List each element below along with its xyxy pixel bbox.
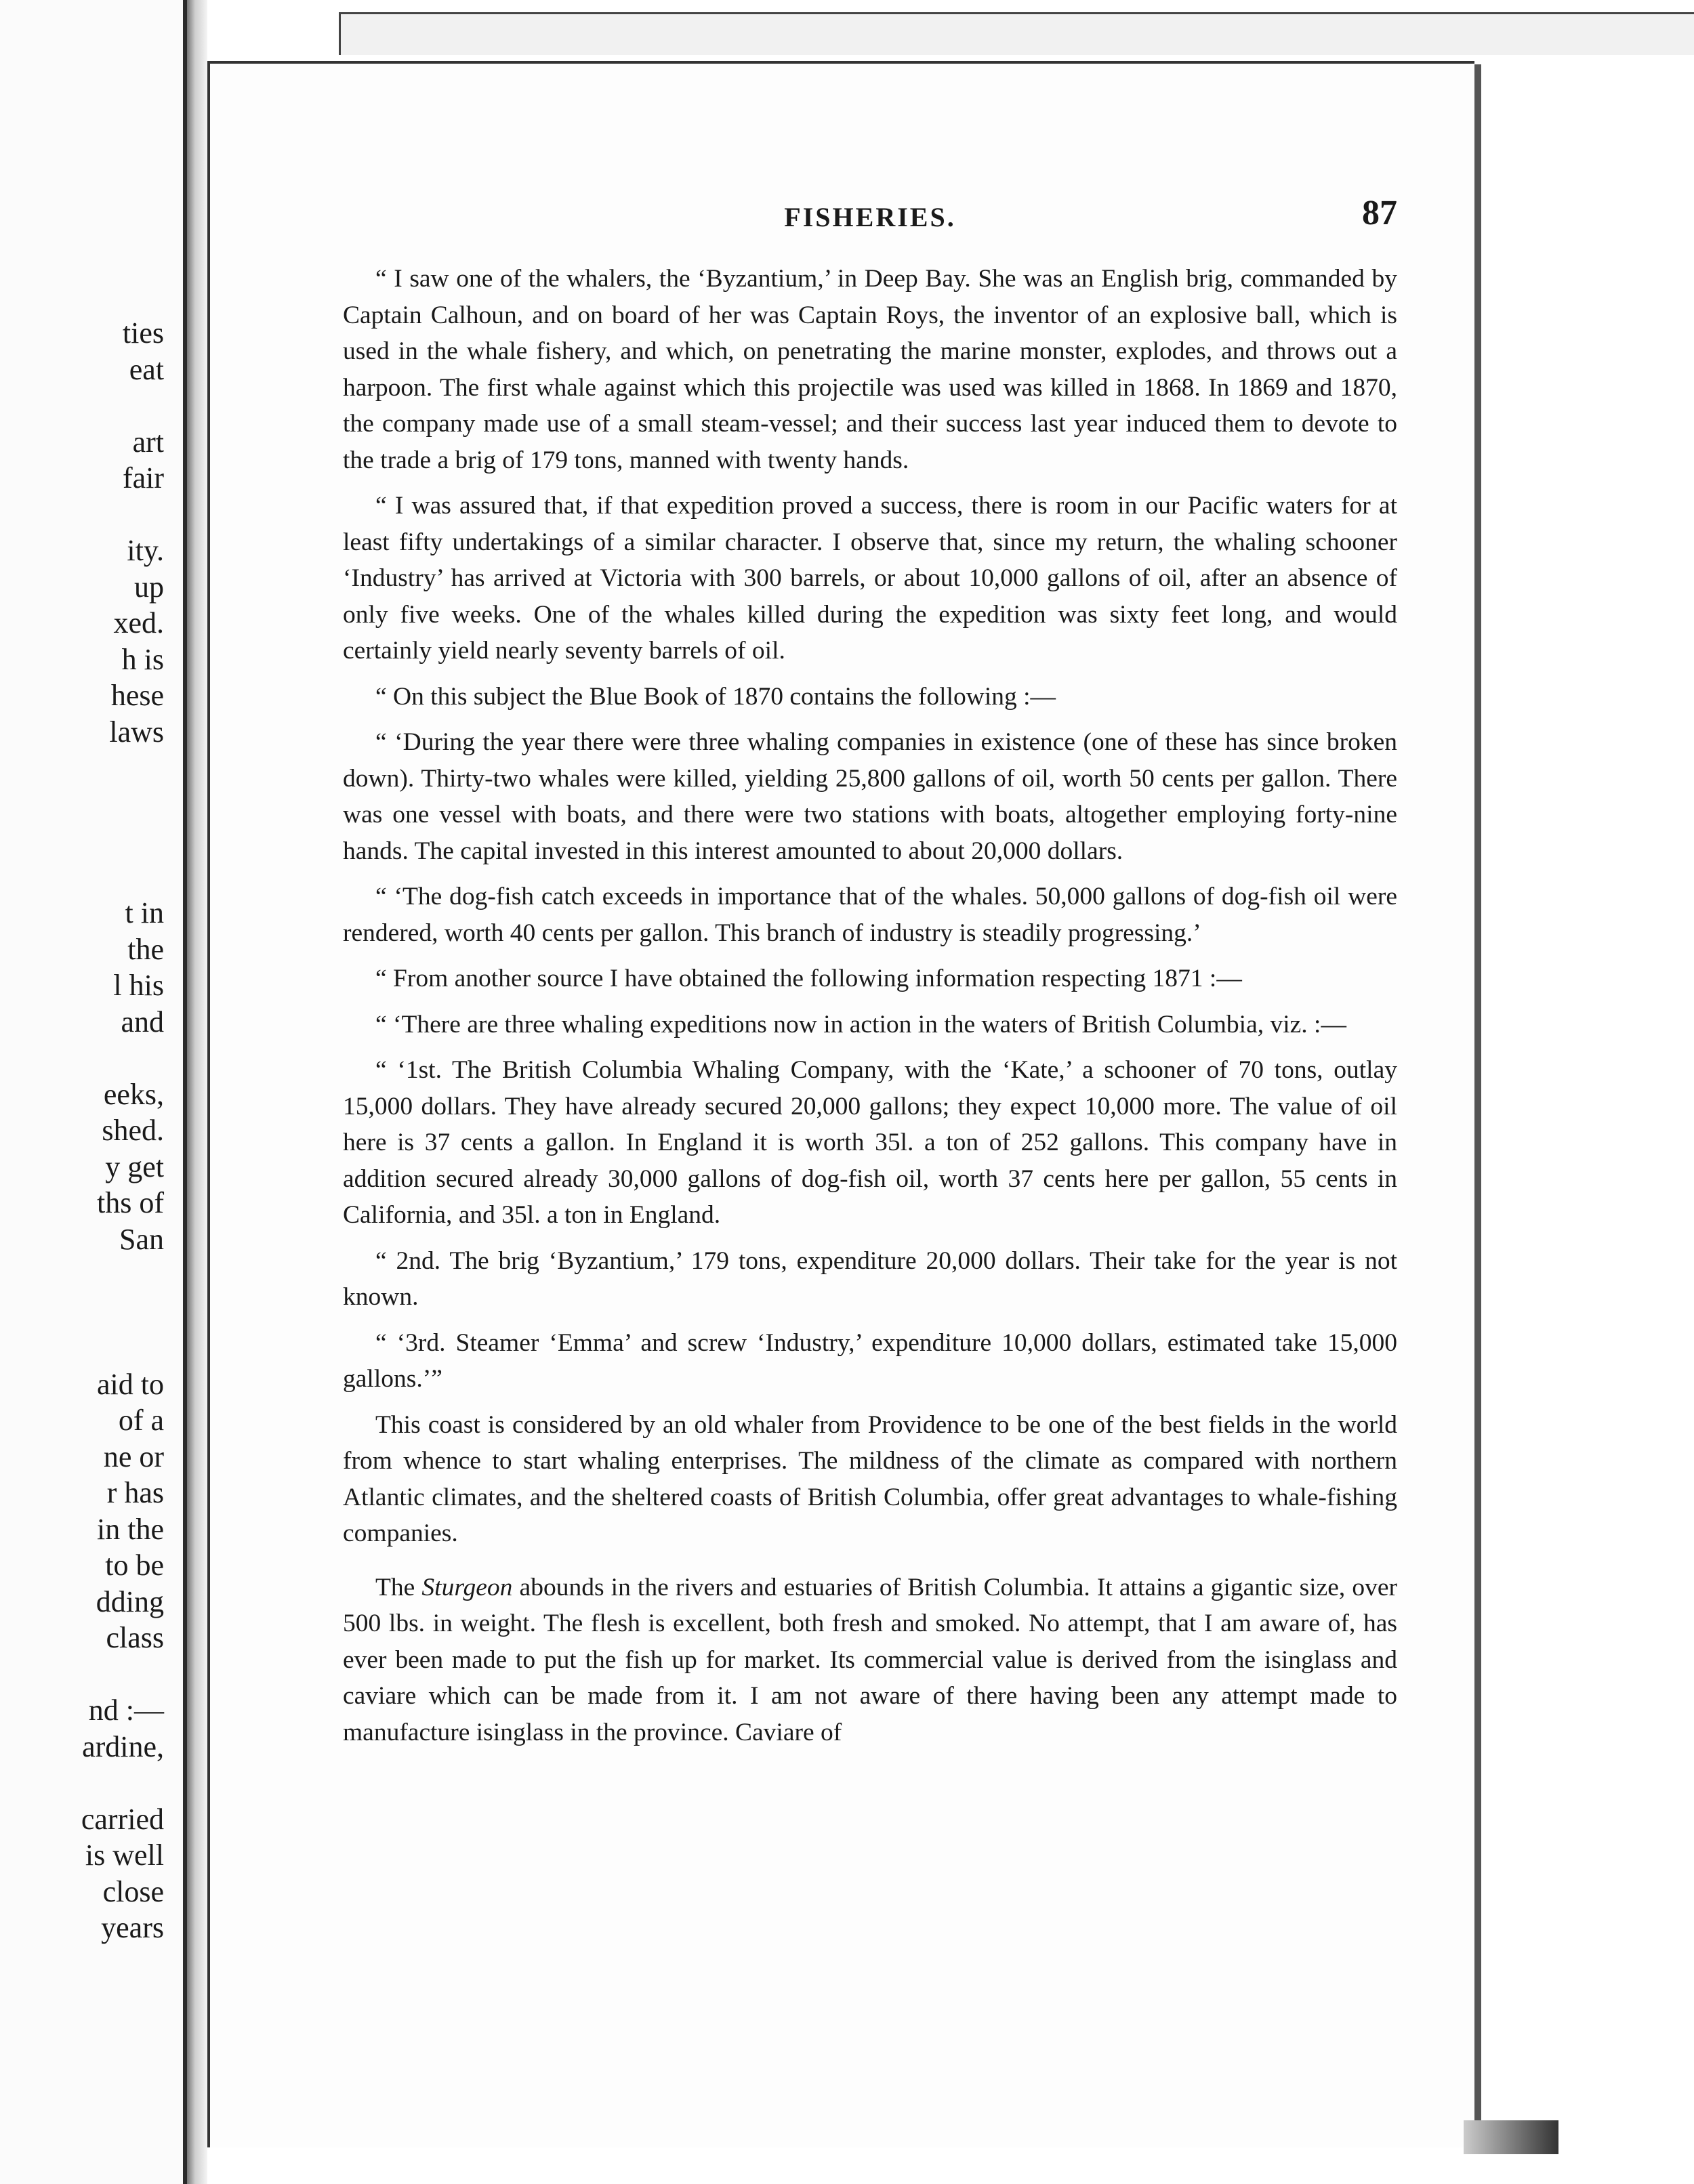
facing-page-line: class (106, 1621, 164, 1654)
facing-page-line: and (121, 1005, 164, 1038)
paragraph: “ ‘The dog-fish catch exceeds in importance that of the whales. 50,000 gallons of dog-fish oil were rendered, worth 40 cents per gallon. This branch of industry is steadily progressing.’ (343, 883, 1397, 947)
facing-page-line: to be (105, 1549, 164, 1582)
sturgeon-italic: Sturgeon (421, 1573, 513, 1601)
facing-page-line: ne or (103, 1440, 164, 1473)
facing-page-line: is well (85, 1839, 164, 1872)
body-text (343, 261, 1397, 1760)
facing-page-line: the (127, 932, 164, 966)
paragraph: “ From another source I have obtained the following information respecting 1871 :— (375, 965, 1242, 992)
page-number: 87 (1362, 194, 1397, 232)
paragraph: “ 2nd. The brig ‘Byzantium,’ 179 tons, expenditure 20,000 dollars. Their take for the year is not known. (343, 1246, 1397, 1311)
facing-page-line: nd :— (88, 1694, 164, 1727)
facing-page-fragment (0, 0, 187, 2184)
facing-page-line: t in (125, 896, 164, 929)
facing-page-line: laws (109, 715, 164, 749)
facing-page-line: y get (105, 1150, 164, 1183)
paragraph: “ ‘During the year there were three whaling companies in existence (one of these has since broken down). Thirty-two whales were killed, yielding 25,800 gallons of oil, worth 50 cents per gallon. There was one vessel with boats, and there were two stations with boats, altogether employing forty-nine hands. The capital invested in this interest amounted to about 20,000 dollars. (343, 728, 1397, 865)
paragraph: “ I saw one of the whalers, the ‘Byzantium,’ in Deep Bay. She was an English brig, commanded by Captain Calhoun, and on board of her was Captain Roys, the inventor of an explosive ball, which is used in the whale fishery, and which, on penetrating the marine monster, explodes, and throws out a harpoon. The first whale against which this projectile was used was killed in 1868. In 1869 and 1870, the company made use of a small steam-vessel; and their success last year induced them to devote to the trade a brig of 179 tons, manned with twenty hands. (343, 265, 1397, 474)
paragraph: “ ‘There are three whaling expeditions now in action in the waters of British Columbia, viz. :— (375, 1010, 1346, 1038)
facing-page-line: close (102, 1874, 164, 1908)
running-head: FISHERIES. (784, 202, 956, 232)
sturgeon-paragraph (343, 1570, 1397, 1751)
facing-page-line: carried (81, 1802, 164, 1836)
page-shadow (1474, 64, 1481, 2151)
facing-page-line: fair (122, 461, 164, 495)
page-edge (339, 12, 1694, 55)
facing-page-line: ties (122, 316, 164, 350)
facing-page-line: r has (106, 1476, 164, 1509)
paragraph: “ I was assured that, if that expedition proved a success, there is room in our Pacific waters for at least fifty undertakings of a similar character. I observe that, since my return, the whaling schooner ‘Industry’ has arrived at Victoria with 300 barrels, or about 10,000 gallons of oil, after an absence of only five weeks. One of the whales killed during the expedition was sixty feet long, and would certainly yield nearly seventy barrels of oil. (343, 492, 1397, 665)
facing-page-line: art (132, 425, 164, 459)
facing-page-line: xed. (113, 606, 164, 639)
facing-page-line: dding (96, 1584, 164, 1618)
facing-page-line: eat (129, 352, 164, 386)
facing-page-line: hese (110, 679, 164, 712)
facing-page-line: San (119, 1222, 164, 1256)
paragraph: This coast is considered by an old whaler from Providence to be one of the best fields in the world from whence to start whaling enterprises. The mildness of the climate as compared with northern Atlantic climates, and the sheltered coasts of British Columbia, offer great advantages to whale-fishing companies. (343, 1410, 1397, 1547)
facing-page-line: years (101, 1911, 164, 1944)
page-header (343, 193, 1397, 240)
sturgeon-rest: abounds in the rivers and estuaries of British Columbia. It attains a gigantic size, over 500 lbs. in weight. The flesh is excellent, both fresh and smoked. No attempt, that I am aware of, has ever been made to put the fish up for market. Its commercial value is derived from the isinglass and caviare which can be made from it. I am not aware of there having been any attempt made to manufacture isinglass in the province. Caviare of (343, 1573, 1397, 1746)
facing-page-line: ths of (97, 1186, 164, 1219)
paragraph: “ On this subject the Blue Book of 1870 contains the following :— (375, 682, 1056, 711)
paragraph: “ ‘3rd. Steamer ‘Emma’ and screw ‘Industry,’ expenditure 10,000 dollars, estimated take 15,000 gallons.’” (343, 1328, 1397, 1393)
facing-page-line: l his (113, 969, 164, 1002)
facing-page-line: h is (121, 642, 164, 676)
facing-page-line: ardine, (82, 1729, 164, 1763)
sturgeon-lead: The (375, 1573, 422, 1601)
facing-page-line: in the (97, 1512, 164, 1546)
book-gutter (187, 0, 207, 2184)
facing-page-line: ity. (127, 534, 164, 567)
facing-page-line: shed. (102, 1114, 164, 1147)
page-shadow-corner (1464, 2120, 1558, 2154)
facing-page-line: up (134, 570, 164, 604)
facing-page-line: aid to (97, 1367, 164, 1401)
facing-page-line: of a (118, 1404, 164, 1437)
facing-page-line: eeks, (103, 1077, 164, 1111)
paragraph: “ ‘1st. The British Columbia Whaling Company, with the ‘Kate,’ a schooner of 70 tons, outlay 15,000 dollars. They have already secured 20,000 gallons; they expect 10,000 more. The value of oil here is 37 cents a gallon. In England it is worth 35l. a ton of 252 gallons. This company have in addition secured already 30,000 gallons of dog-fish oil, worth 37 cents here per gallon, 55 cents in California, and 35l. a ton in England. (343, 1056, 1397, 1229)
